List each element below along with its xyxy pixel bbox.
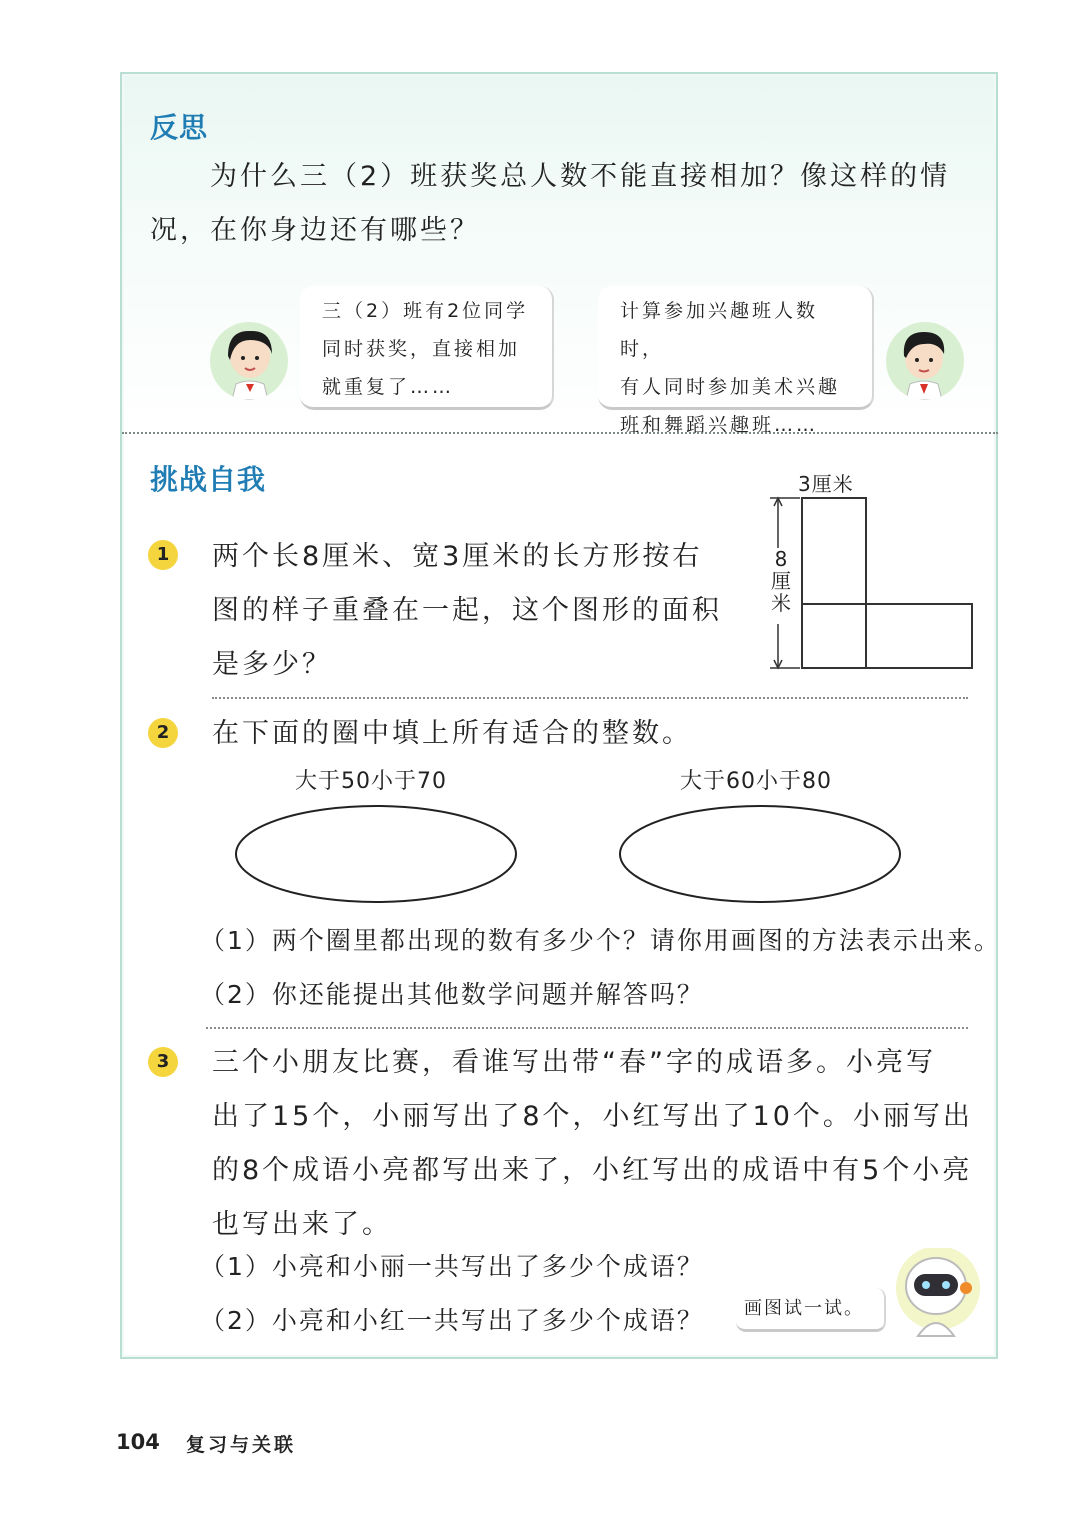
horizontal-rectangle — [802, 604, 972, 668]
bubble-left-line2: 同时获奖，直接相加 — [322, 338, 521, 360]
challenge-heading: 挑战自我 — [150, 463, 267, 496]
boy-avatar — [886, 322, 964, 400]
question-3-line4: 也写出来了。 — [212, 1209, 392, 1240]
question-1-line1: 两个长8厘米、宽3厘米的长方形按右 — [212, 541, 703, 572]
speech-bubble-left — [300, 286, 554, 410]
question-2-badge: 2 — [148, 718, 178, 748]
height-label: 8厘米 — [771, 547, 791, 615]
question-2-sub1: （1）两个圈里都出现的数有多少个？请你用画图的方法表示出来。 — [200, 926, 1001, 955]
question-3-line2: 出了15个，小丽写出了8个，小红写出了10个。小丽写出 — [212, 1101, 973, 1132]
bubble-left-line3: 就重复了…… — [322, 376, 455, 398]
number-ovals — [230, 800, 910, 910]
oval-right-label: 大于60小于80 — [680, 769, 832, 794]
oval-left — [236, 806, 516, 902]
question-3-line1: 三个小朋友比赛，看谁写出带“春”字的成语多。小亮写 — [212, 1047, 936, 1078]
section-name: 复习与关联 — [186, 1434, 297, 1456]
reflect-question-line2: 况，在你身边还有哪些？ — [150, 215, 480, 246]
boy-face-icon — [886, 322, 964, 400]
bubble-right-line1: 计算参加兴趣班人数时， — [620, 300, 819, 360]
bubble-left-line1: 三（2）班有2位同学 — [322, 300, 529, 322]
section-divider — [122, 432, 998, 434]
oval-right — [620, 806, 900, 902]
question-3-line3: 的8个成语小亮都写出来了，小红写出的成语中有5个小亮 — [212, 1155, 973, 1186]
reflect-heading: 反思 — [150, 111, 209, 144]
speech-bubble-right — [598, 286, 874, 436]
bubble-right-line3: 班和舞蹈兴趣班…… — [620, 414, 819, 436]
question-1-badge: 1 — [148, 540, 178, 570]
robot-icon — [894, 1248, 982, 1338]
oval-left-label: 大于50小于70 — [295, 769, 447, 794]
question-3-sub2: （2）小亮和小红一共写出了多少个成语？ — [200, 1306, 704, 1335]
reflect-question-line1: 为什么三（2）班获奖总人数不能直接相加？像这样的情 — [210, 161, 951, 192]
girl-face-icon — [210, 322, 288, 400]
width-label: 3厘米 — [798, 472, 854, 496]
question-separator-2 — [206, 1027, 968, 1029]
question-3-badge: 3 — [148, 1047, 178, 1077]
question-2-text: 在下面的圈中填上所有适合的整数。 — [212, 718, 692, 749]
overlap-rectangles-figure — [760, 490, 980, 680]
question-separator-1 — [212, 697, 968, 699]
question-1-line2: 图的样子重叠在一起，这个图形的面积 — [212, 595, 722, 626]
bubble-right-line2: 有人同时参加美术兴趣 — [620, 376, 841, 398]
question-3-sub1: （1）小亮和小丽一共写出了多少个成语？ — [200, 1252, 704, 1281]
robot-hint-bubble: 画图试一试。 — [736, 1288, 886, 1332]
page-number: 104 — [116, 1430, 160, 1454]
question-1-line3: 是多少？ — [212, 649, 332, 680]
question-2-sub2: （2）你还能提出其他数学问题并解答吗？ — [200, 980, 704, 1009]
girl-avatar — [210, 322, 288, 400]
